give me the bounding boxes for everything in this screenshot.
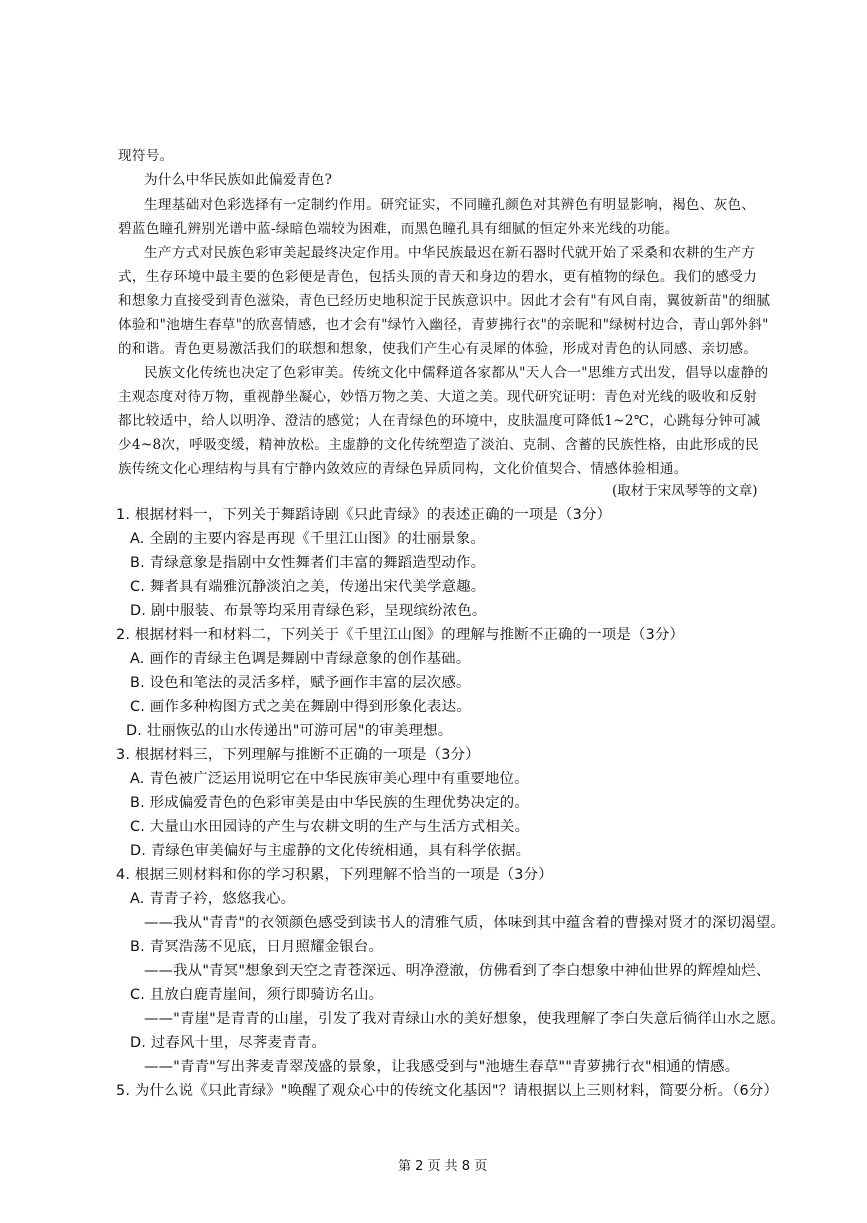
passage-line: 族传统文化心理结构与具有宁静内敛效应的青绿色异质同构，文化价值契合、情感体验相通。 [118, 461, 688, 477]
question-option: C. 舞者具有端雅沉静淡泊之美，传递出宋代美学意趣。 [130, 579, 486, 595]
question-stem: 5. 为什么说《只此青绿》"唤醒了观众心中的传统文化基因"？请根据以上三则材料，简要分析。（6分） [116, 1083, 779, 1099]
question-option: B. 形成偏爱青色的色彩审美是由中华民族的生理优势决定的。 [130, 795, 529, 811]
passage-line: 都比较适中，给人以明净、澄洁的感觉；人在青绿色的环境中，皮肤温度可降低1~2℃，心跳每分钟可减 [118, 413, 761, 429]
question-stem: 4. 根据三则材料和你的学习积累，下列理解不恰当的一项是（3分） [116, 867, 553, 883]
question-option: D. 过春风十里，尽荠麦青青。 [130, 1035, 326, 1051]
question-option: C. 画作多种构图方式之美在舞剧中得到形象化表达。 [130, 699, 471, 715]
passage-line: 碧蓝色瞳孔辨别光谱中蓝-绿暗色端较为困难，而黑色瞳孔具有细腻的恒定外来光线的功能。 [118, 221, 679, 237]
passage-line: 为什么中华民族如此偏爱青色? [144, 172, 333, 188]
question-stem: 1. 根据材料一，下列关于舞蹈诗剧《只此青绿》的表述正确的一项是（3分） [116, 507, 612, 523]
passage-line: 现符号。 [118, 148, 174, 164]
question-option: A. 画作的青绿主色调是舞剧中青绿意象的创作基础。 [130, 651, 471, 667]
passage-line: 民族文化传统也决定了色彩审美。传统文化中儒释道各家都从"天人合一"思维方式出发，倡导以虚静的 [144, 365, 769, 381]
question-option: B. 青绿意象是指剧中女性舞者们丰富的舞蹈造型动作。 [130, 555, 486, 571]
passage-line: 生理基础对色彩选择有一定制约作用。研究证实，不同瞳孔颜色对其辨色有明显影响，褐色、灰色、 [144, 197, 756, 213]
option-commentary: ——"青青"写出荠麦青翠茂盛的景象，让我感受到与"池塘生春草""青萝拂行衣"相通的情感。 [144, 1059, 740, 1075]
question-option: D. 剧中服装、布景等均采用青绿色彩，呈现缤纷浓色。 [130, 603, 487, 619]
option-commentary: ——"青崖"是青青的山崖，引发了我对青绿山水的美好想象，使我理解了李白失意后徜徉山水之愿。 [144, 1011, 786, 1027]
question-option: B. 青冥浩荡不见底，日月照耀金银台。 [130, 939, 384, 955]
passage-source: (取材于宋凤琴等的文章) [612, 483, 758, 499]
passage-line: 和想象力直接受到青色滋染，青色已经历史地积淀于民族意识中。因此才会有"有风自南，翼彼新苗"的细腻 [118, 293, 771, 309]
question-option: C. 且放白鹿青崖间，须行即骑访名山。 [130, 987, 384, 1003]
question-option: A. 全剧的主要内容是再现《千里江山图》的壮丽景象。 [130, 531, 485, 547]
question-option: A. 青色被广泛运用说明它在中华民族审美心理中有重要地位。 [130, 771, 529, 787]
question-option: B. 设色和笔法的灵活多样，赋予画作丰富的层次感。 [130, 675, 471, 691]
passage-line: 体验和"池塘生春草"的欣喜情感，也才会有"绿竹入幽径，青萝拂行衣"的亲昵和"绿树村边合，青山郭外斜" [118, 317, 769, 333]
passage-line: 式，生存环境中最主要的色彩便是青色，包括头顶的青天和身边的碧水，更有植物的绿色。我们的感受力 [118, 269, 758, 285]
page-footer: 第 2 页 共 8 页 [398, 1159, 488, 1174]
option-commentary: ——我从"青冥"想象到天空之青苍深远、明净澄澈，仿佛看到了李白想象中神仙世界的辉煌灿烂、 [144, 963, 771, 979]
option-commentary: ——我从"青青"的衣领颜色感受到读书人的清雅气质，体味到其中蕴含着的曹操对贤才的深切渴望。 [144, 915, 786, 931]
question-option: C. 大量山水田园诗的产生与农耕文明的生产与生活方式相关。 [130, 819, 530, 835]
question-option: A. 青青子衿，悠悠我心。 [130, 891, 296, 907]
question-stem: 2. 根据材料一和材料二，下列关于《千里江山图》的理解与推断不正确的一项是（3分） [116, 627, 685, 643]
passage-line: 生产方式对民族色彩审美起最终决定作用。中华民族最迟在新石器时代就开始了采桑和农耕的生产方 [144, 245, 756, 261]
passage-line: 少4~8次，呼吸变缓，精神放松。主虚静的文化传统塑造了淡泊、克制、含蓄的民族性格，由此形成的民 [118, 437, 759, 453]
passage-line: 的和谐。青色更易激活我们的联想和想象，使我们产生心有灵犀的体验，形成对青色的认同感、亲切感。 [118, 341, 758, 357]
question-stem: 3. 根据材料三，下列理解与推断不正确的一项是（3分） [116, 747, 480, 763]
question-option: D. 青绿色审美偏好与主虚静的文化传统相通，具有科学依据。 [130, 843, 531, 859]
passage-line: 主观态度对待万物，重视静坐凝心，妙悟万物之美、大道之美。现代研究证明：青色对光线的吸收和反射 [118, 389, 758, 405]
question-option: D. 壮丽恢弘的山水传递出"可游可居"的审美理想。 [126, 723, 453, 739]
